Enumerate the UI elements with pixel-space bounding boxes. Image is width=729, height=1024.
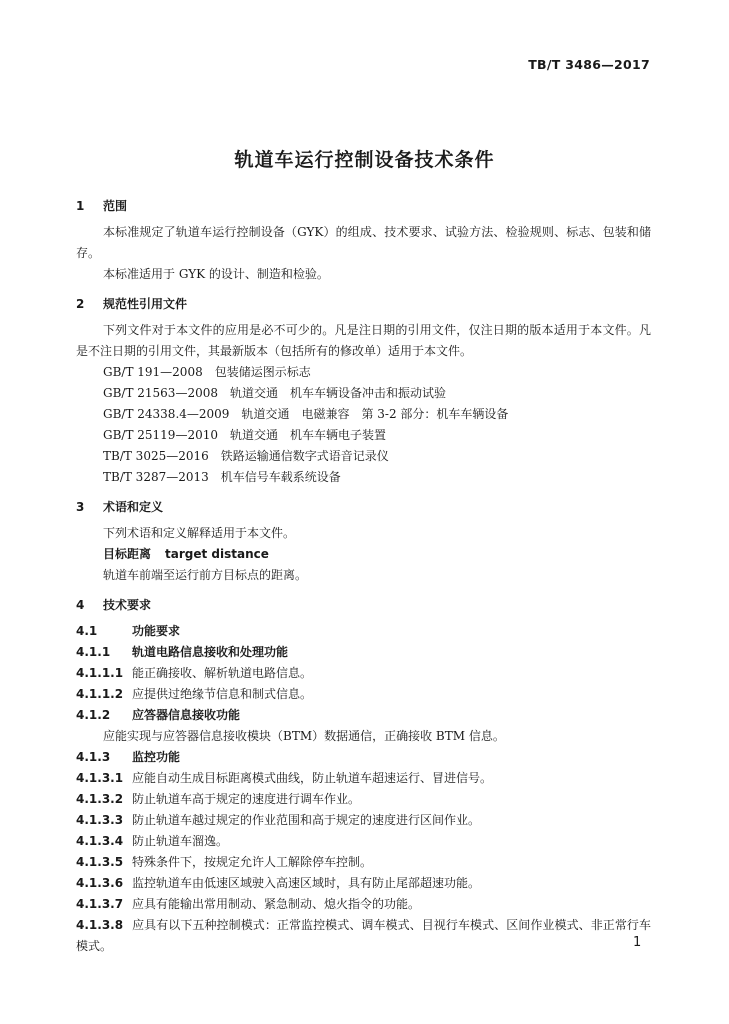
reference-title: 铁路运输通信数字式语音记录仪 [220,449,389,463]
clause-number: 4.1.3.2 [76,792,124,806]
reference-code: GB/T 21563—2008 [103,386,218,400]
clause-text: 应能自动生成目标距离模式曲线，防止轨道车超速运行、冒进信号。 [132,771,493,785]
clause-text: 防止轨道车溜逸。 [132,834,229,848]
term-english: target distance [165,547,269,561]
reference-title: 包装储运图示标志 [214,365,311,379]
clause-text: 应提供过绝缘节信息和制式信息。 [132,687,313,701]
section-1-heading [76,196,651,217]
section-4-heading [76,595,651,616]
clause-item [76,873,651,894]
section-number: 2 [76,297,85,311]
clause-text: 应具有以下五种控制模式：正常监控模式、调车模式、目视行车模式、区间作业模式、非正常行车模式。 [76,918,651,953]
paragraph: 应能实现与应答器信息接收模块（BTM）数据通信，正确接收 BTM 信息。 [103,729,505,743]
clause-text: 特殊条件下，按规定允许人工解除停车控制。 [132,855,373,869]
clause-number: 4.1.3.3 [76,813,124,827]
reference-item [76,425,651,446]
clause-number: 4.1.3.6 [76,876,124,890]
clause-title: 功能要求 [132,624,181,638]
term-entry [76,544,651,565]
page-number: 1 [633,935,642,950]
reference-title: 轨道交通 机车车辆电子装置 [229,428,386,442]
clause-number: 4.1.3.1 [76,771,124,785]
clause-number: 4.1.3.8 [76,918,124,932]
clause-number: 4.1.1.2 [76,687,124,701]
clause-title: 监控功能 [132,750,181,764]
reference-code: GB/T 24338.4—2009 [103,407,230,421]
clause-item [76,789,651,810]
section-title: 术语和定义 [103,500,164,514]
clause-text: 防止轨道车越过规定的作业范围和高于规定的速度进行区间作业。 [132,813,481,827]
section-title: 范围 [103,199,128,213]
clause-4-1-heading [76,621,651,642]
clause-item [76,810,651,831]
paragraph: 下列术语和定义解释适用于本文件。 [103,526,296,540]
standard-number: TB/T 3486—2017 [528,57,650,72]
clause-item [76,684,651,705]
document-title: 轨道车运行控制设备技术条件 [234,149,495,171]
clause-item [76,915,651,957]
reference-item [76,362,651,383]
term-chinese: 目标距离 [103,547,152,561]
clause-title: 轨道电路信息接收和处理功能 [132,645,289,659]
clause-number: 4.1 [76,624,98,638]
clause-number: 4.1.3.7 [76,897,124,911]
section-3-heading [76,497,651,518]
reference-title: 轨道交通 电磁兼容 第 3-2 部分：机车车辆设备 [241,407,509,421]
clause-number: 4.1.1.1 [76,666,124,680]
reference-item [76,404,651,425]
clause-number: 4.1.3 [76,750,111,764]
reference-code: GB/T 191—2008 [103,365,203,379]
section-number: 1 [76,199,85,213]
term-definition: 轨道车前端至运行前方目标点的距离。 [103,568,308,582]
section-number: 4 [76,598,85,612]
clause-4-1-1-heading [76,642,651,663]
reference-code: GB/T 25119—2010 [103,428,218,442]
section-2-heading [76,294,651,315]
clause-item [76,663,651,684]
clause-text: 应具有能输出常用制动、紧急制动、熄火指令的功能。 [132,897,421,911]
reference-item [76,467,651,488]
section-title: 技术要求 [103,598,152,612]
reference-code: TB/T 3025—2016 [103,449,209,463]
clause-title: 应答器信息接收功能 [132,708,241,722]
clause-text: 防止轨道车高于规定的速度进行调车作业。 [132,792,361,806]
clause-number: 4.1.3.4 [76,834,124,848]
reference-title: 轨道交通 机车车辆设备冲击和振动试验 [229,386,446,400]
reference-title: 机车信号车载系统设备 [220,470,341,484]
clause-4-1-2-heading [76,705,651,726]
reference-item [76,383,651,404]
section-title: 规范性引用文件 [103,297,188,311]
clause-4-1-3-heading [76,747,651,768]
clause-number: 4.1.1 [76,645,111,659]
clause-item [76,894,651,915]
paragraph: 下列文件对于本文件的应用是必不可少的。凡是注日期的引用文件，仅注日期的版本适用于本文件。凡是不注日期的引用文件，其最新版本（包括所有的修改单）适用于本文件。 [76,323,651,358]
reference-code: TB/T 3287—2013 [103,470,209,484]
clause-item [76,768,651,789]
section-number: 3 [76,500,85,514]
clause-text: 能正确接收、解析轨道电路信息。 [132,666,313,680]
clause-number: 4.1.3.5 [76,855,124,869]
clause-item [76,852,651,873]
clause-text: 监控轨道车由低速区域驶入高速区域时，具有防止尾部超速功能。 [132,876,481,890]
clause-item [76,831,651,852]
paragraph: 本标准规定了轨道车运行控制设备（GYK）的组成、技术要求、试验方法、检验规则、标志、包装和储存。 [76,225,651,260]
document-body [76,196,651,957]
paragraph: 本标准适用于 GYK 的设计、制造和检验。 [103,267,329,281]
reference-item [76,446,651,467]
clause-number: 4.1.2 [76,708,111,722]
